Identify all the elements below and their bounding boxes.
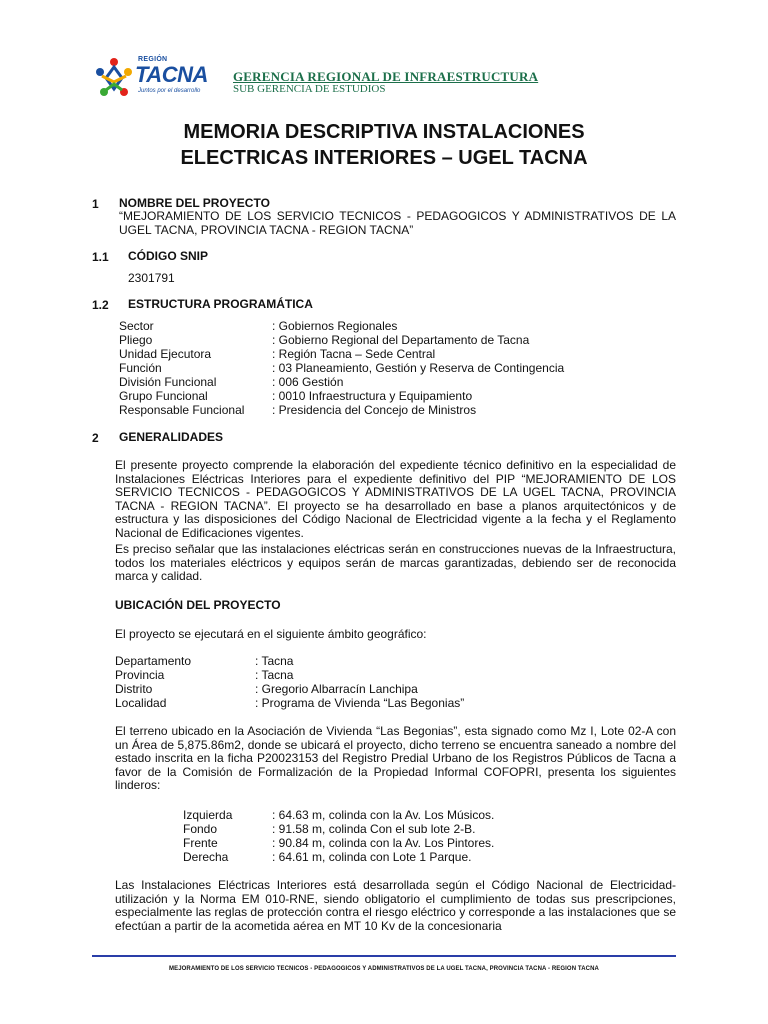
footer-rule — [92, 955, 676, 957]
instalaciones-paragraph: Las Instalaciones Eléctricas Interiores está desarrollada según el Código Nacional de Electricidad-utilización y la Norma EM 010-RNE, siendo obligatorio el cumplimiento de todas sus prescripciones, especialmente las reglas de protección contra el riesgo eléctrico y corresponde a las instalaciones que se efectúan a partir de la acometida aérea en MT 10 Kv de la concesionaria — [115, 878, 676, 933]
table-row-value: : 64.61 m, colinda con Lote 1 Parque. — [272, 850, 472, 864]
ubicacion-heading: UBICACIÓN DEL PROYECTO — [115, 598, 281, 612]
subgerencia-heading: SUB GERENCIA DE ESTUDIOS — [233, 83, 386, 95]
snip-code-value: 2301791 — [128, 271, 175, 285]
table-row-label: Sector — [119, 319, 154, 333]
page-footer: MEJORAMIENTO DE LOS SERVICIO TECNICOS - PEDAGOGICOS Y ADMINISTRATIVOS DE LA UGEL TACNA, PROVINCIA TACNA - REGION TACNA — [169, 966, 599, 972]
ubicacion-intro: El proyecto se ejecutará en el siguiente ámbito geográfico: — [115, 627, 427, 641]
table-row-value: : 64.63 m, colinda con la Av. Los Músicos. — [272, 808, 495, 822]
table-row-value: : 90.84 m, colinda con la Av. Los Pintores. — [272, 836, 495, 850]
logo-slogan-text: Juntos por el desarrollo — [138, 88, 201, 94]
project-name-text: “MEJORAMIENTO DE LOS SERVICIO TECNICOS - PEDAGOGICOS Y ADMINISTRATIVOS DE LA UGEL TACNA, PROVINCIA TACNA - REGION TACNA” — [119, 209, 676, 237]
section-1-2-number: 1.2 — [92, 298, 109, 312]
table-row-label: Unidad Ejecutora — [119, 347, 212, 361]
table-row-value: : Gregorio Albarracín Lanchipa — [255, 682, 418, 696]
section-1-2-heading: ESTRUCTURA PROGRAMÁTICA — [128, 297, 313, 311]
section-2-number: 2 — [92, 431, 99, 445]
table-row-label: Provincia — [115, 668, 165, 682]
table-row-value: : 0010 Infraestructura y Equipamiento — [272, 389, 473, 403]
gerencia-heading: GERENCIA REGIONAL DE INFRAESTRUCTURA — [233, 69, 539, 84]
section-1-1-heading: CÓDIGO SNIP — [128, 249, 209, 263]
table-row-label: Departamento — [115, 654, 192, 668]
generalidades-paragraph-2: Es preciso señalar que las instalaciones eléctricas serán en construcciones nuevas de la Infraestructura, todos los materiales eléctricos y equipos serán de marcas garantizadas, debiendo ser de reconocida marca y calidad. — [115, 542, 676, 584]
generalidades-paragraph-1: El presente proyecto comprende la elaboración del expediente técnico definitivo en la especialidad de Instalaciones Eléctricas Interiores para el expediente definitivo del PIP “MEJORAMIENTO DE LOS SERVICIO TECNICOS - PEDAGOGICOS Y ADMINISTRATIVOS DE LA UGEL TACNA, PROVINCIA TACNA - REGION TACNA”. El proyecto se ha desarrollado en base a planos arquitectónicos y de estructura y las disposiciones del Código Nacional de Electricidad vigente a la fecha y el Reglamento Nacional de Edificaciones vigentes. — [115, 458, 676, 540]
logo-region-text: REGIÓN — [138, 56, 168, 63]
table-row-value: : 006 Gestión — [272, 375, 344, 389]
section-1-1-number: 1.1 — [92, 250, 109, 264]
table-row-value: : Gobierno Regional del Departamento de Tacna — [272, 333, 530, 347]
table-row-label: Frente — [183, 836, 218, 850]
terreno-paragraph: El terreno ubicado en la Asociación de Vivienda “Las Begonias”, esta signado como Mz I, Lote 02-A con un Área de 5,875.86m2, donde se ubicará el proyecto, dicho terreno se encuentra saneado a nombre del estado inscrita en la ficha P20023153 del Registro Predial Urbano de los Registros Públicos de Tacna a favor de la Comisión de Formalización de la Propiedad Informal COFOPRI, presenta los siguientes linderos: — [115, 724, 676, 793]
document-title-line-1: MEMORIA DESCRIPTIVA INSTALACIONES — [183, 121, 585, 143]
table-row-label: Grupo Funcional — [119, 389, 208, 403]
table-row-label: Responsable Funcional — [119, 403, 245, 417]
table-row-value: : Tacna — [255, 668, 294, 682]
table-row-label: Distrito — [115, 682, 153, 696]
table-row-value: : Región Tacna – Sede Central — [272, 347, 436, 361]
table-row-value: : 03 Planeamiento, Gestión y Reserva de Contingencia — [272, 361, 565, 375]
logo-mark-icon — [92, 56, 136, 102]
section-2-heading: GENERALIDADES — [119, 430, 224, 444]
logo-name-text: TACNA — [135, 62, 208, 87]
table-row-label: Localidad — [115, 696, 167, 710]
table-row-value: : Gobiernos Regionales — [272, 319, 398, 333]
table-row-label: Pliego — [119, 333, 153, 347]
table-row-label: Derecha — [183, 850, 229, 864]
table-row-value: : Tacna — [255, 654, 294, 668]
table-row-label: División Funcional — [119, 375, 217, 389]
section-1-number: 1 — [92, 197, 99, 211]
region-tacna-logo — [92, 56, 208, 102]
table-row-label: Fondo — [183, 822, 218, 836]
document-title-line-2: ELECTRICAS INTERIORES – UGEL TACNA — [180, 147, 588, 169]
table-row-label: Función — [119, 361, 162, 375]
table-row-value: : Presidencia del Concejo de Ministros — [272, 403, 477, 417]
table-row-value: : 91.58 m, colinda Con el sub lote 2-B. — [272, 822, 476, 836]
table-row-label: Izquierda — [183, 808, 233, 822]
section-1-heading: NOMBRE DEL PROYECTO — [119, 196, 270, 210]
table-row-value: : Programa de Vivienda “Las Begonias” — [255, 696, 465, 710]
